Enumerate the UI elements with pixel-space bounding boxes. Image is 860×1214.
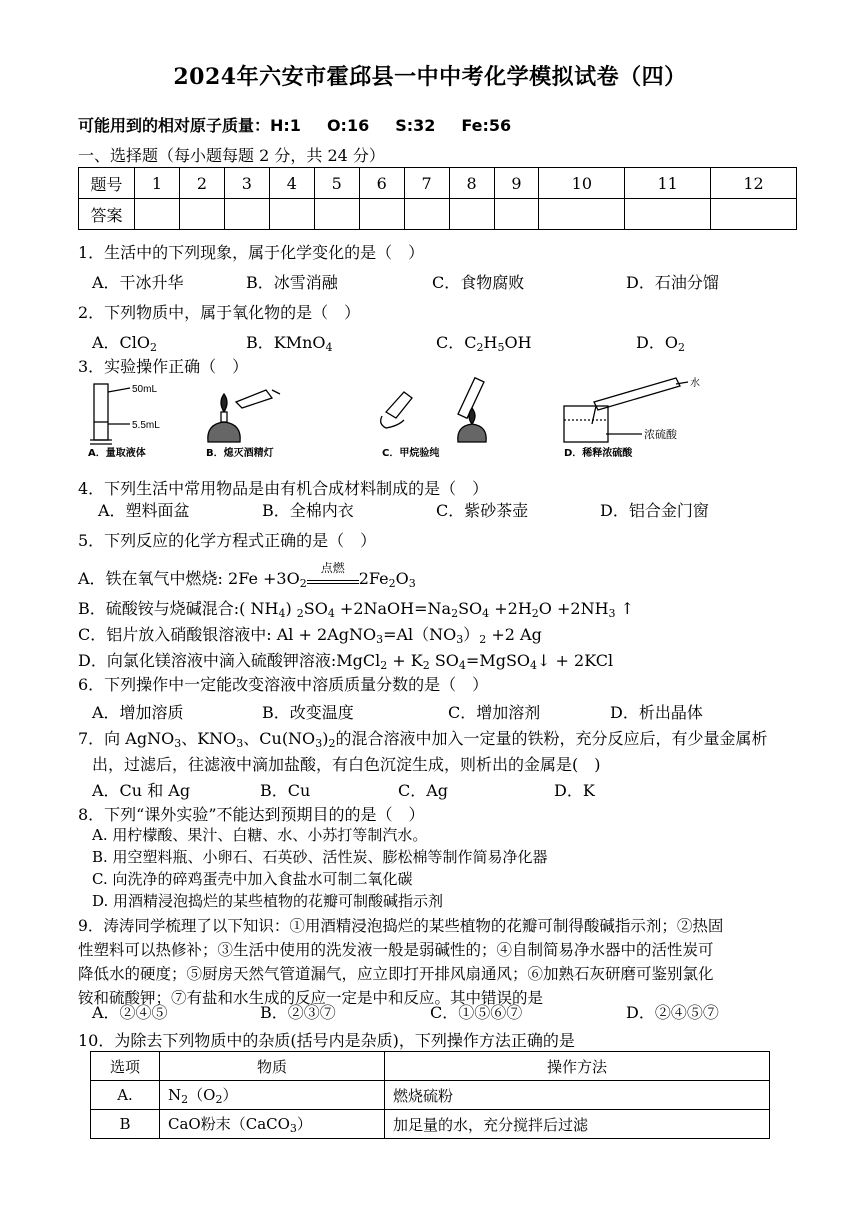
question-2-option-a: A．ClO$_2$ — [92, 333, 158, 354]
fig-label-55ml: 5.5mL — [132, 420, 160, 431]
figure-a-cylinder — [90, 384, 130, 444]
page-title: 2024年六安市霍邱县一中中考化学模拟试卷（四） — [173, 64, 687, 90]
question-6-option-a: A．增加溶质 — [92, 703, 184, 722]
header-method: 操作方法 — [385, 1052, 770, 1081]
question-3-stem: 3．实验操作正确（ ） — [78, 357, 249, 376]
substance-text-3: ） — [222, 1086, 238, 1104]
fig-label-water: 水 — [690, 378, 700, 389]
substance-text-2: （O — [188, 1086, 216, 1104]
question-9-option-b: B．②③⑦ — [260, 1003, 336, 1022]
q2c-text-2: H — [483, 333, 498, 352]
row-substance: CaO粉末（CaCO$_3$） — [160, 1110, 385, 1139]
q5b-text-1: B．硫酸铵与烧碱混合:( NH — [78, 599, 279, 618]
fig-caption-b: B．熄灭酒精灯 — [206, 448, 274, 459]
answer-num: 7 — [404, 168, 449, 199]
answer-cell[interactable] — [625, 199, 711, 230]
q5b-text-4: +2NaOH=Na — [334, 599, 452, 618]
header-substance: 物质 — [160, 1052, 385, 1081]
row-label-number: 题号 — [79, 168, 135, 199]
substance-text-2: ） — [296, 1115, 312, 1133]
answer-cell[interactable] — [224, 199, 269, 230]
answer-num: 4 — [269, 168, 314, 199]
question-7-option-a: A．Cu 和 Ag — [92, 781, 191, 800]
row-option: B — [91, 1110, 160, 1139]
question-1-stem: 1．生活中的下列现象，属于化学变化的是（ ） — [78, 243, 425, 262]
question-5-option-b: B．硫酸铵与烧碱混合:( $NH_4$) $_2SO_4$ $+2NaOH=Na_2SO_4 +2H_2O +2NH_3$ ↑ — [78, 599, 635, 620]
q5a-text: A．铁在氧气中燃烧: 2Fe +3O — [78, 569, 300, 588]
mass-fe: Fe:56 — [461, 116, 512, 135]
header-option: 选项 — [91, 1052, 160, 1081]
reaction-condition: 点燃 — [320, 561, 345, 575]
question-4-option-a: A．塑料面盆 — [98, 501, 190, 520]
mass-o: O:16 — [326, 116, 370, 135]
answer-num: 8 — [449, 168, 494, 199]
answer-cell[interactable] — [314, 199, 359, 230]
answer-num: 6 — [359, 168, 404, 199]
question-1-option-a: A．干冰升华 — [92, 273, 184, 292]
question-5-stem: 5．下列反应的化学方程式正确的是（ ） — [78, 531, 377, 550]
question-10-header-row — [91, 1052, 770, 1081]
answer-num: 12 — [711, 168, 797, 199]
answer-num: 5 — [314, 168, 359, 199]
atomic-masses-label: 可能用到的相对原子质量： — [78, 116, 271, 135]
lab-operation-figures — [86, 372, 726, 462]
question-9-option-d: D．②④⑤⑦ — [626, 1003, 719, 1022]
question-6-option-b: B．改变温度 — [262, 703, 354, 722]
question-1-option-b: B．冰雪消融 — [246, 273, 338, 292]
question-9-line-4: 铵和硫酸钾；⑦有盐和水生成的反应一定是中和反应。其中错误的是 — [78, 989, 544, 1007]
question-7-option-d: D．K — [554, 781, 595, 800]
q7-text-3: 、Cu(NO — [243, 729, 316, 748]
answer-cell[interactable] — [269, 199, 314, 230]
mass-h: H:1 — [270, 116, 301, 135]
figure-b-lamp — [208, 390, 280, 442]
question-6-stem: 6．下列操作中一定能改变溶液中溶质质量分数的是（ ） — [78, 675, 489, 694]
question-9-line-1: 9．涛涛同学梳理了以下知识：①用酒精浸泡捣烂的某些植物的花瓣可制得酸碱指示剂；②热固 — [78, 917, 724, 935]
row-option: A. — [91, 1081, 160, 1110]
q5c-text-2: =Al（NO — [383, 625, 457, 644]
answer-cell[interactable] — [449, 199, 494, 230]
answer-num: 2 — [179, 168, 224, 199]
q5d-text-1: D．向氯化镁溶液中滴入硫酸钾溶液:MgCl — [78, 651, 381, 670]
q7-text-4: ) — [322, 729, 329, 748]
question-4-option-b: B．全棉内衣 — [262, 501, 354, 520]
q5c-text-4: +2 Ag — [486, 625, 542, 644]
fig-label-50ml: 50mL — [132, 384, 158, 395]
q5d-text-4: =MgSO — [465, 651, 531, 670]
answer-table-answer-row — [79, 199, 797, 230]
question-8-option-b: B. 用空塑料瓶、小卵石、石英砂、活性炭、膨松棉等制作简易净化器 — [92, 848, 548, 866]
atomic-masses — [78, 113, 537, 136]
table-row — [91, 1110, 770, 1139]
question-2-option-b: B．KMnO$_4$ — [246, 333, 333, 354]
q5c-text-3: ） — [463, 625, 480, 644]
row-substance: $N_2(O_2)$ — [160, 1081, 385, 1110]
q5d-text-2: + K — [387, 651, 423, 670]
question-2-option-c: C．$C_2H_5OH$ — [436, 333, 532, 354]
question-10-table — [90, 1051, 770, 1139]
fig-caption-d: D．稀释浓硫酸 — [564, 448, 633, 459]
question-4-option-d: D．铝合金门窗 — [600, 501, 709, 520]
q7-text-1: 7．向 AgNO — [78, 729, 175, 748]
answer-cell[interactable] — [135, 199, 180, 230]
question-4-option-c: C．紫砂茶壶 — [436, 501, 529, 520]
q5b-text-6: +2H — [489, 599, 532, 618]
question-5-option-a: A．铁在氧气中燃烧: $2Fe +3O_2$ 点燃 $2Fe_2O_3$ — [78, 561, 416, 590]
answer-num: 1 — [135, 168, 180, 199]
answer-num: 10 — [539, 168, 625, 199]
question-8-stem: 8．下列“课外实验”不能达到预期目的的是（ ） — [78, 805, 425, 824]
answer-cell[interactable] — [179, 199, 224, 230]
q2c-text-3: OH — [504, 333, 532, 352]
row-label-answer: 答案 — [79, 199, 135, 230]
q5b-text-2: ) — [285, 599, 297, 618]
question-9-option-c: C．①⑤⑥⑦ — [430, 1003, 523, 1022]
answer-num: 3 — [224, 168, 269, 199]
row-method: 燃烧硫粉 — [385, 1081, 770, 1110]
question-8-option-a: A. 用柠檬酸、果汁、白糖、水、小苏打等制汽水。 — [92, 826, 428, 844]
answer-num: 11 — [625, 168, 711, 199]
question-1-option-c: C．食物腐败 — [432, 273, 525, 292]
answer-table — [78, 167, 797, 230]
q7-text-2: 、KNO — [181, 729, 237, 748]
question-7-line-1: 7．向 AgNO$_3$、$KNO_3$、$Cu(NO_3)_2$的混合溶液中加入一定量的铁粉，充分反应后，有少量金属析 — [78, 729, 768, 750]
q5d-text-5: ↓ + 2KCl — [537, 651, 614, 670]
answer-cell[interactable] — [539, 199, 625, 230]
mass-s: S:32 — [395, 116, 436, 135]
question-7-option-b: B．Cu — [260, 781, 311, 800]
question-5-option-d: D．向氯化镁溶液中滴入硫酸钾溶液:MgCl$_2$ + $K_2$ $SO_4=MgSO_4↓ + 2KCl$ — [78, 651, 614, 672]
question-9-option-a: A．②④⑤ — [92, 1003, 168, 1022]
q2c-text-1: C．C — [436, 333, 477, 352]
answer-cell[interactable] — [494, 199, 539, 230]
q7-text-5: 的混合溶液中加入一定量的铁粉，充分反应后，有少量金属析 — [335, 729, 768, 748]
question-2-option-d: D．$O_2$ — [636, 333, 685, 354]
q2b-text: B．KMnO — [246, 333, 326, 352]
question-6-option-d: D．析出晶体 — [610, 703, 703, 722]
answer-cell[interactable] — [359, 199, 404, 230]
q5b-text-5: SO — [458, 599, 483, 618]
question-2-stem: 2．下列物质中，属于氧化物的是（ ） — [78, 303, 361, 322]
question-8-option-d: D. 用酒精浸泡捣烂的某些植物的花瓣可制酸碱指示剂 — [92, 892, 444, 910]
fig-caption-a: A．量取液体 — [88, 448, 146, 459]
answer-table-header-row — [79, 168, 797, 199]
fig-label-acid: 浓硫酸 — [644, 428, 677, 441]
question-5-option-c: C．铝片放入硝酸银溶液中: $Al + 2AgNO_3=Al(NO_3)_2 +2$ Ag — [78, 625, 542, 646]
question-1-option-d: D．石油分馏 — [626, 273, 719, 292]
q5b-text-7: O +2NH — [538, 599, 609, 618]
row-method: 加足量的水，充分搅拌后过滤 — [385, 1110, 770, 1139]
question-8-option-c: C. 向洗净的碎鸡蛋壳中加入食盐水可制二氧化碳 — [92, 870, 413, 888]
figure-c-methane — [381, 378, 487, 442]
q5a-product: 2Fe — [358, 569, 389, 588]
section-heading: 一、选择题（每小题每题 2 分，共 24 分） — [78, 146, 385, 165]
question-6-option-c: C．增加溶剂 — [448, 703, 541, 722]
question-10-stem: 10．为除去下列物质中的杂质(括号内是杂质)，下列操作方法正确的是 — [78, 1031, 575, 1050]
answer-cell[interactable] — [404, 199, 449, 230]
substance-text-1: CaO粉末（CaCO — [168, 1115, 290, 1133]
q2a-text: A．ClO — [92, 333, 151, 352]
fig-caption-c: C．甲烷验纯 — [382, 448, 440, 459]
question-9-line-2: 性塑料可以热修补；③生活中使用的洗发液一般是弱碱性的；④自制简易净水器中的活性炭可 — [78, 941, 714, 959]
q5d-text-3: SO — [429, 651, 459, 670]
table-row — [91, 1081, 770, 1110]
q5b-text-8: ↑ — [615, 599, 635, 618]
question-7-option-c: C．Ag — [398, 781, 449, 800]
answer-num: 9 — [494, 168, 539, 199]
question-4-stem: 4．下列生活中常用物品是由有机合成材料制成的是（ ） — [78, 479, 489, 498]
reaction-arrow — [307, 561, 359, 584]
q2d-text: D．O — [636, 333, 678, 352]
q5c-text-1: C．铝片放入硝酸银溶液中: Al + 2AgNO — [78, 625, 377, 644]
question-7-line-2: 出，过滤后，往滤液中滴加盐酸，有白色沉淀生成，则析出的金属是( ) — [92, 755, 601, 774]
question-9-line-3: 降低水的硬度；⑤厨房天然气管道漏气，应立即打开排风扇通风；⑥加熟石灰研磨可鉴别氯化 — [78, 965, 714, 983]
substance-text-1: N — [168, 1086, 182, 1104]
q5b-text-3: SO — [303, 599, 328, 618]
answer-cell[interactable] — [711, 199, 797, 230]
